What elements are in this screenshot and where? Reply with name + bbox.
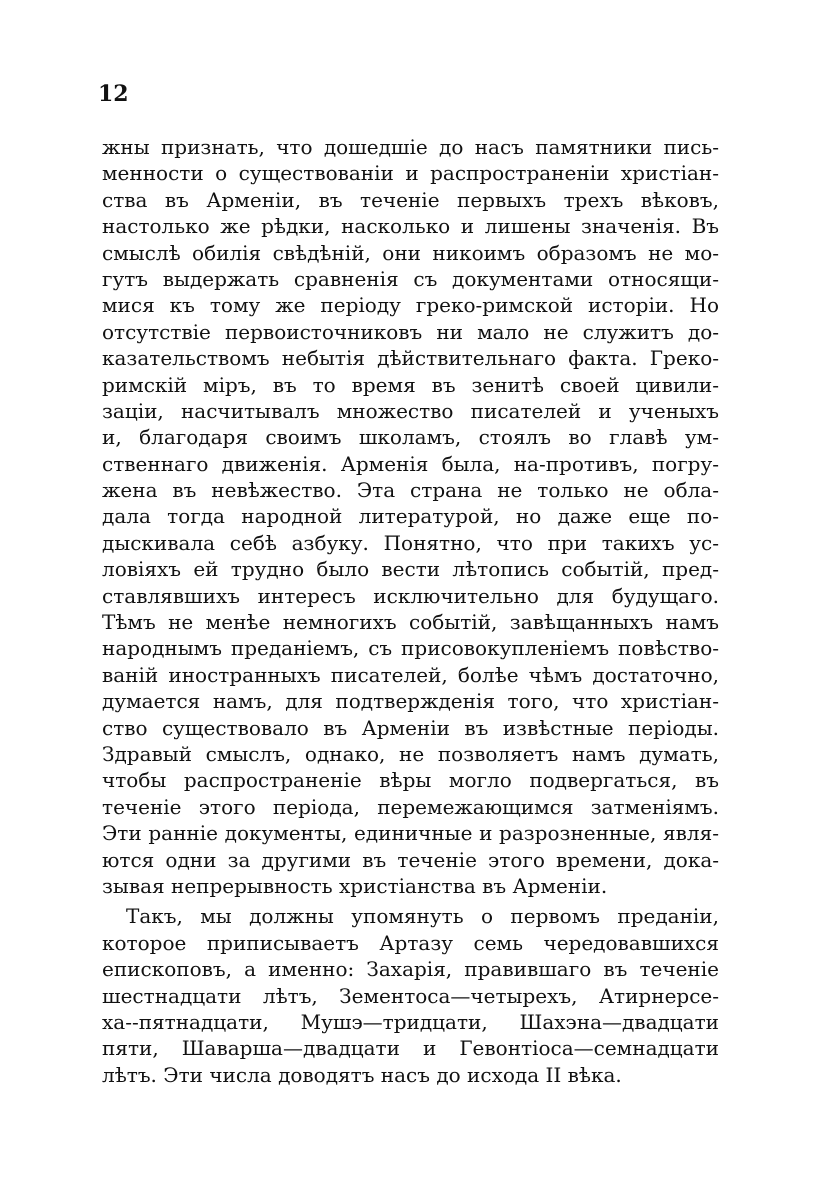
body-text	[102, 134, 719, 1088]
text-line: казательствомъ небытія дѣйствительнаго факта. Греко-	[102, 346, 719, 371]
text-line: зывая непрерывность христіанства въ Арменіи.	[102, 873, 608, 898]
text-line: Тѣмъ не менѣе немногихъ событій, завѣщанныхъ намъ	[102, 610, 719, 635]
text-line: гутъ выдержать сравненія съ документами относящи-	[102, 266, 719, 291]
text-line: Здравый смыслъ, однако, не позволяетъ намъ думать,	[102, 741, 719, 766]
text-line: ставлявшихъ интересъ исключительно для будущаго.	[102, 583, 719, 608]
text-line: и, благодаря своимъ школамъ, стоялъ во главѣ ум-	[102, 425, 719, 450]
text-line: ются одни за другими въ теченіе этого времени, дока-	[102, 847, 719, 872]
text-line: смыслѣ обилія свѣдѣній, они никоимъ образомъ не мо-	[102, 240, 719, 265]
text-line: епископовъ, а именно: Захарія, правившаго въ теченіе	[102, 957, 719, 982]
text-line: ловіяхъ ей трудно было вести лѣтопись событій, пред-	[102, 557, 719, 582]
text-line: ства въ Арменіи, въ теченіе первыхъ трехъ вѣковъ,	[102, 187, 719, 212]
text-line: шестнадцати лѣтъ, Зементоса—четырехъ, Атирнерсе-	[102, 983, 719, 1008]
page-number: 12	[98, 81, 129, 107]
text-line: отсутствіе первоисточниковъ ни мало не служитъ до-	[102, 319, 719, 344]
text-line: которое приписываетъ Артазу семь чередовавшихся	[102, 930, 719, 955]
text-line: настолько же рѣдки, насколько и лишены значенія. Въ	[102, 214, 719, 239]
text-line: ваній иностранныхъ писателей, болѣе чѣмъ достаточно,	[102, 662, 719, 687]
text-line: Такъ, мы должны упомянуть о первомъ преданіи,	[126, 904, 719, 929]
paragraph	[102, 134, 719, 899]
text-line: думается намъ, для подтвержденія того, что христіан-	[102, 689, 719, 714]
text-line: ха--пятнадцати, Мушэ—тридцати, Шахэна—двадцати	[102, 1009, 719, 1034]
paragraph	[102, 903, 719, 1088]
text-line: менности о существованіи и распространеніи христіан-	[102, 161, 719, 186]
text-line: ственнаго движенія. Арменія была, на-противъ, погру-	[102, 451, 719, 476]
text-line: народнымъ преданіемъ, съ присовокупленіемъ повѣство-	[102, 636, 719, 661]
text-line: Эти ранніе документы, единичные и разрозненные, явля-	[102, 821, 719, 846]
text-line: теченіе этого періода, перемежающимся затменіямъ.	[102, 794, 719, 819]
text-line: мися къ тому же періоду греко-римской исторіи. Но	[102, 293, 719, 318]
text-line: жена въ невѣжество. Эта страна не только не обла-	[102, 478, 719, 503]
text-line: заціи, насчитывалъ множество писателей и ученыхъ	[102, 398, 719, 423]
text-line: лѣтъ. Эти числа доводятъ насъ до исхода II вѣка.	[102, 1062, 622, 1087]
text-line: чтобы распространеніе вѣры могло подвергаться, въ	[102, 768, 719, 793]
text-line: дыскивала себѣ азбуку. Понятно, что при такихъ ус-	[102, 530, 719, 555]
text-line: дала тогда народной литературой, но даже еще по-	[102, 504, 719, 529]
text-line: пяти, Шаварша—двадцати и Гевонтіоса—семнадцати	[102, 1036, 719, 1061]
text-line: жны признать, что дошедшіе до насъ памятники пись-	[102, 135, 719, 159]
text-line: ство существовало въ Арменіи въ извѣстные періоды.	[102, 715, 719, 740]
text-line: римскій міръ, въ то время въ зенитѣ своей цивили-	[102, 372, 719, 397]
